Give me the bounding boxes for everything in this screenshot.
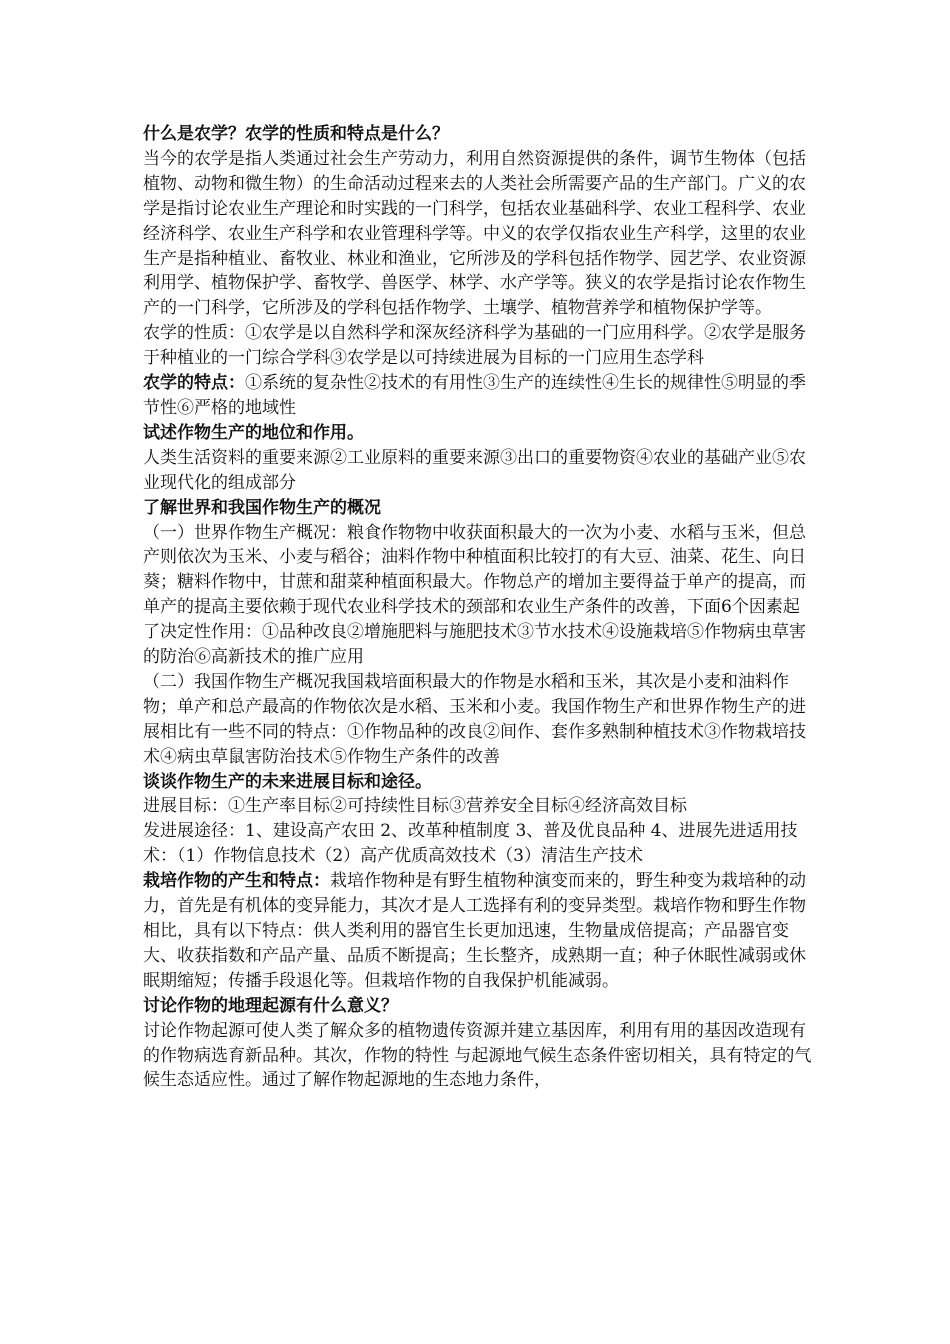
q1-features-text: ①系统的复杂性②技术的有用性③生产的连续性④生长的规律性⑤明显的季节性⑥严格的地域性 xyxy=(143,373,806,418)
q3-china-paragraph: （二）我国作物生产概况我国栽培面积最大的作物是水稻和玉米，其次是小麦和油料作物；单产和总产最高的作物依次是水稻、玉米和小麦。我国作物生产和世界作物生产的进展相比有一些不同的特点：①作物品种的改良②间作、套作多熟制种植技术③作物栽培技术④病虫草鼠害防治技术⑤作物生产条件的改善 xyxy=(143,671,806,767)
q5-paragraph xyxy=(143,869,813,994)
q3-heading: 了解世界和我国作物生产的概况 xyxy=(143,497,381,518)
q5-text: 栽培作物种是有野生植物种演变而来的，野生种变为栽培种的动力，首先是有机体的变异能力，其次才是人工选择有利的变异类型。栽培作物和野生作物相比，具有以下特点：供人类利用的器官生长更加迅速，生物量成倍提高；产品器官变大、收获指数和产品产量、品质不断提高；生长整齐，成熟期一直；种子休眠性减弱或休眠期缩短；传播手段退化等。但栽培作物的自我保护机能减弱。 xyxy=(143,871,806,991)
q1-features-label: 农学的特点： xyxy=(143,373,245,394)
q2-answer-paragraph: 人类生活资料的重要来源②工业原料的重要来源③出口的重要物资④农业的基础产业⑤农业现代化的组成部分 xyxy=(143,447,806,493)
q5-label: 栽培作物的产生和特点： xyxy=(143,871,330,892)
q6-answer-paragraph: 讨论作物起源可使人类了解众多的植物遗传资源并建立基因库，利用有用的基因改造现有的作物病选育新品种。其次，作物的特性 与起源地气候生态条件密切相关，具有特定的气候生态适应性。通过了解作物起源地的生态地力条件， xyxy=(143,1020,812,1091)
q1-definition-paragraph: 当今的农学是指人类通过社会生产劳动力，利用自然资源提供的条件，调节生物体（包括植物、动物和微生物）的生命活动过程来去的人类社会所需要产品的生产部门。广义的农学是指讨论农业生产理论和时实践的一门科学，包括农业基础科学、农业工程科学、农业经济科学、农业生产科学和农业管理科学等。中义的农学仅指农业生产科学，这里的农业生产是指种植业、畜牧业、林业和渔业，它所涉及的学科包括作物学、园艺学、农业资源利用学、植物保护学、畜牧学、兽医学、林学、水产学等。狭义的农学是指讨论农作物生产的一门科学，它所涉及的学科包括作物学、土壤学、植物营养学和植物保护学等。 xyxy=(143,148,806,319)
q1-nature-paragraph: 农学的性质：①农学是以自然科学和深灰经济科学为基础的一门应用科学。②农学是服务于种植业的一门综合学科③农学是以可持续进展为目标的一门应用生态学科 xyxy=(143,323,806,369)
q1-features-paragraph xyxy=(143,371,813,421)
q4-paths-paragraph: 发进展途径：1、建设高产农田 2、改革种植制度 3、普及优良品种 4、进展先进适用技术：（1）作物信息技术（2）高产优质高效技术（3）清洁生产技术 xyxy=(143,821,798,867)
q4-heading: 谈谈作物生产的未来进展目标和途径。 xyxy=(143,771,432,792)
q3-world-paragraph: （一）世界作物生产概况：粮食作物物中收获面积最大的一次为小麦、水稻与玉米，但总产则依次为玉米、小麦与稻谷；油料作物中种植面积比较打的有大豆、油菜、花生、向日葵；糖料作物中，甘蔗和甜菜种植面积最大。作物总产的增加主要得益于单产的提高，而单产的提高主要依赖于现代农业科学技术的颈部和农业生产条件的改善，下面6个因素起了决定性作用：①品种改良②增施肥料与施肥技术③节水技术④设施栽培⑤作物病虫草害的防治⑥高新技术的推广应用 xyxy=(143,522,806,668)
q6-heading: 讨论作物的地理起源有什么意义？ xyxy=(143,995,398,1016)
q4-goals-paragraph: 进展目标：①生产率目标②可持续性目标③营养安全目标④经济高效目标 xyxy=(143,796,687,817)
q2-heading: 试述作物生产的地位和作用。 xyxy=(143,422,364,443)
q1-heading: 什么是农学？农学的性质和特点是什么？ xyxy=(143,124,449,144)
document-page xyxy=(143,122,813,1093)
